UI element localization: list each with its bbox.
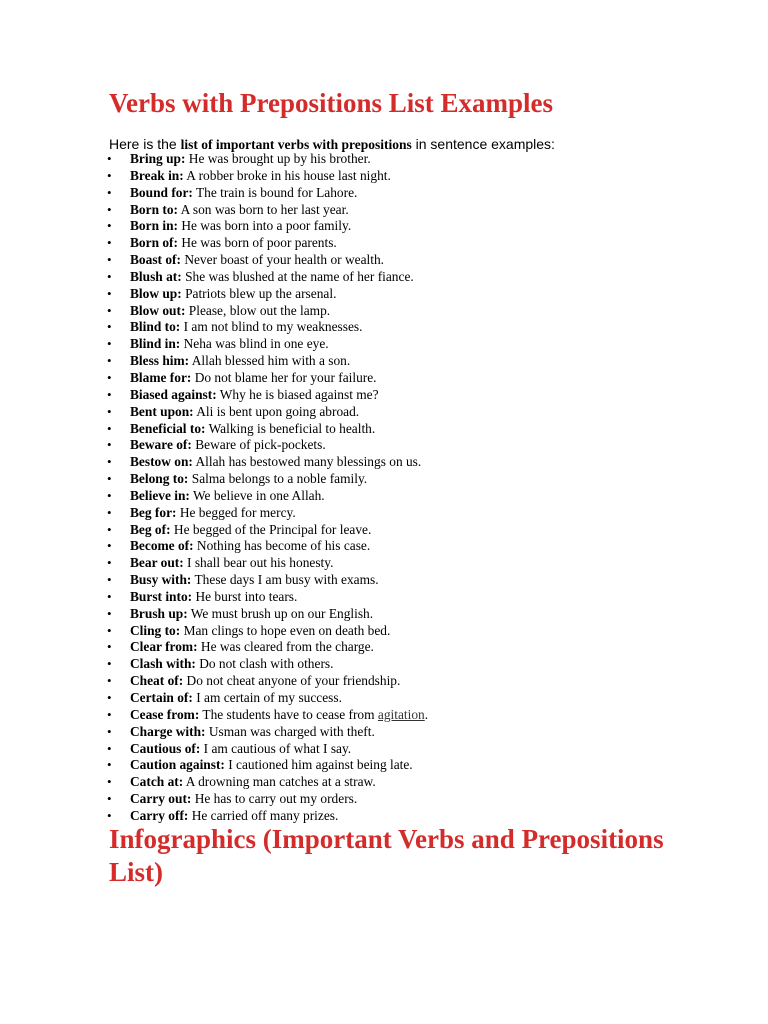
bullet-icon: •	[107, 706, 112, 722]
example-sentence: I am cautious of what I say.	[200, 740, 352, 756]
example-sentence: Man clings to hope even on death bed.	[180, 622, 391, 638]
verb-term: Bless him:	[130, 353, 190, 369]
bullet-icon: •	[107, 757, 112, 773]
example-sentence: I am certain of my success.	[192, 690, 342, 705]
intro-text-bold: list of important verbs with prepositions	[180, 137, 412, 152]
list-item	[0, 538, 428, 555]
example-sentence: He begged of the Principal for leave.	[170, 521, 372, 537]
bullet-icon: •	[107, 572, 112, 588]
bullet-icon: •	[107, 454, 112, 470]
verb-term: Bent upon:	[130, 403, 194, 419]
sentence-end: .	[424, 706, 429, 722]
example-sentence: Allah has bestowed many blessings on us.	[192, 454, 422, 470]
bullet-icon: •	[107, 504, 112, 520]
list-item	[0, 404, 428, 421]
bullet-icon: •	[107, 386, 112, 402]
verb-term: Certain of:	[130, 690, 193, 705]
example-sentence: He was born of poor parents.	[177, 235, 337, 251]
list-item	[0, 774, 428, 791]
list-item	[0, 741, 428, 758]
verb-term: Beg for:	[130, 504, 177, 520]
verb-term: Beneficial to:	[130, 420, 206, 436]
list-item	[0, 168, 428, 185]
bullet-icon: •	[107, 420, 112, 436]
bullet-icon: •	[107, 656, 112, 672]
verb-term: Blind in:	[130, 336, 181, 352]
infographics-heading: Infographics (Important Verbs and Prepositions List)	[109, 824, 664, 887]
list-item	[0, 639, 428, 656]
list-item	[0, 690, 428, 707]
bullet-icon: •	[107, 268, 112, 284]
bullet-icon: •	[107, 201, 112, 217]
verb-term: Biased against:	[130, 386, 217, 402]
list-item	[0, 724, 428, 741]
example-sentence: I cautioned him against being late.	[224, 757, 413, 773]
verb-term: Carry off:	[130, 807, 189, 823]
example-sentence: She was blushed at the name of her fiance.	[181, 268, 414, 284]
bullet-icon: •	[107, 690, 112, 705]
verb-term: Boast of:	[130, 252, 181, 268]
list-item	[0, 623, 428, 640]
list-item	[0, 505, 428, 522]
bullet-icon: •	[107, 740, 112, 756]
bullet-icon: •	[107, 555, 112, 571]
example-sentence: We must brush up on our English.	[187, 605, 374, 621]
verb-term: Blind to:	[130, 319, 181, 335]
verb-term: Believe in:	[130, 487, 190, 503]
list-item	[0, 319, 428, 336]
list-item	[0, 421, 428, 438]
list-item	[0, 269, 428, 286]
list-item	[0, 353, 428, 370]
example-sentence: A robber broke in his house last night.	[183, 167, 391, 183]
bullet-icon: •	[107, 639, 112, 655]
bullet-icon: •	[107, 252, 112, 268]
bullet-icon: •	[107, 471, 112, 487]
example-sentence: Allah blessed him with a son.	[189, 353, 351, 369]
list-item	[0, 387, 428, 404]
example-sentence: Why he is biased against me?	[216, 386, 379, 402]
list-item	[0, 707, 428, 724]
verb-term: Bring up:	[130, 151, 186, 166]
example-sentence: Beware of pick-pockets.	[191, 437, 326, 453]
bullet-icon: •	[107, 521, 112, 537]
inline-link[interactable]: agitation	[377, 706, 425, 722]
list-item	[0, 791, 428, 808]
list-item	[0, 488, 428, 505]
list-item	[0, 572, 428, 589]
example-sentence: Neha was blind in one eye.	[180, 336, 329, 352]
list-item	[0, 471, 428, 488]
bullet-icon: •	[107, 218, 112, 234]
example-sentence: I shall bear out his honesty.	[183, 555, 334, 571]
verb-term: Cautious of:	[130, 740, 201, 756]
list-item	[0, 303, 428, 320]
verb-term: Blow out:	[130, 302, 186, 318]
verb-term: Beware of:	[130, 437, 192, 453]
bullet-icon: •	[107, 151, 112, 166]
list-item	[0, 606, 428, 623]
list-item	[0, 202, 428, 219]
list-item	[0, 252, 428, 269]
bullet-icon: •	[107, 588, 112, 604]
list-item	[0, 336, 428, 353]
example-sentence: He was cleared from the charge.	[197, 639, 374, 655]
verb-term: Cease from:	[130, 706, 200, 722]
list-item	[0, 286, 428, 303]
list-item	[0, 370, 428, 387]
list-item	[0, 235, 428, 252]
verb-term: Born in:	[130, 218, 178, 234]
verb-term: Blow up:	[130, 285, 182, 301]
intro-text-after: in sentence examples:	[411, 136, 555, 152]
example-sentence: Please, blow out the lamp.	[185, 302, 331, 318]
list-item	[0, 673, 428, 690]
verb-term: Bound for:	[130, 184, 193, 200]
bullet-icon: •	[107, 774, 112, 790]
bullet-icon: •	[107, 319, 112, 335]
bullet-icon: •	[107, 723, 112, 739]
bullet-icon: •	[107, 167, 112, 183]
verb-term: Blush at:	[130, 268, 182, 284]
list-item	[0, 555, 428, 572]
list-item	[0, 454, 428, 471]
bullet-icon: •	[107, 791, 112, 807]
verb-term: Born to:	[130, 201, 178, 217]
verb-term: Catch at:	[130, 774, 184, 790]
list-item	[0, 656, 428, 673]
example-sentence: Do not clash with others.	[195, 656, 334, 672]
verb-term: Cling to:	[130, 622, 181, 638]
list-item	[0, 437, 428, 454]
example-sentence: He was brought up by his brother.	[185, 151, 371, 166]
verb-term: Cheat of:	[130, 673, 184, 689]
list-item	[0, 757, 428, 774]
example-sentence: A drowning man catches at a straw.	[183, 774, 376, 790]
list-item	[0, 185, 428, 202]
example-sentence: Patriots blew up the arsenal.	[181, 285, 337, 301]
bullet-icon: •	[107, 353, 112, 369]
example-sentence: I am not blind to my weaknesses.	[180, 319, 363, 335]
verb-term: Become of:	[130, 538, 194, 554]
verb-term: Carry out:	[130, 791, 192, 807]
verb-term: Belong to:	[130, 471, 189, 487]
example-sentence: Usman was charged with theft.	[205, 723, 375, 739]
bullet-icon: •	[107, 184, 112, 200]
verb-term: Bear out:	[130, 555, 184, 571]
verb-term: Brush up:	[130, 605, 188, 621]
verb-term: Busy with:	[130, 572, 192, 588]
verb-term: Beg of:	[130, 521, 171, 537]
verb-term: Clear from:	[130, 639, 198, 655]
verb-term: Born of:	[130, 235, 178, 251]
example-sentence: Do not blame her for your failure.	[191, 369, 377, 385]
verb-preposition-list	[0, 151, 428, 825]
verb-term: Bestow on:	[130, 454, 193, 470]
bullet-icon: •	[107, 437, 112, 453]
example-sentence: Nothing has become of his case.	[193, 538, 371, 554]
example-sentence: The train is bound for Lahore.	[192, 184, 358, 200]
example-sentence: Ali is bent upon going abroad.	[193, 403, 360, 419]
example-sentence: Do not cheat anyone of your friendship.	[183, 673, 401, 689]
bullet-icon: •	[107, 538, 112, 554]
list-item	[0, 151, 428, 168]
example-sentence: He was born into a poor family.	[178, 218, 352, 234]
list-item	[0, 218, 428, 235]
verb-term: Caution against:	[130, 757, 225, 773]
bullet-icon: •	[107, 369, 112, 385]
verb-term: Break in:	[130, 167, 184, 183]
example-sentence: A son was born to her last year.	[177, 201, 349, 217]
verb-term: Blame for:	[130, 369, 192, 385]
example-sentence: He carried off many prizes.	[188, 807, 339, 823]
bullet-icon: •	[107, 605, 112, 621]
bullet-icon: •	[107, 622, 112, 638]
example-sentence: He burst into tears.	[192, 588, 298, 604]
bullet-icon: •	[107, 235, 112, 251]
example-sentence: Salma belongs to a noble family.	[188, 471, 368, 487]
bullet-icon: •	[107, 302, 112, 318]
bullet-icon: •	[107, 487, 112, 503]
bullet-icon: •	[107, 673, 112, 689]
bullet-icon: •	[107, 336, 112, 352]
bullet-icon: •	[107, 403, 112, 419]
bullet-icon: •	[107, 285, 112, 301]
list-item	[0, 589, 428, 606]
verb-term: Clash with:	[130, 656, 196, 672]
example-sentence: Never boast of your health or wealth.	[180, 252, 384, 268]
example-sentence: We believe in one Allah.	[189, 487, 325, 503]
bullet-icon: •	[107, 807, 112, 823]
verb-term: Burst into:	[130, 588, 193, 604]
list-item	[0, 522, 428, 539]
verb-term: Charge with:	[130, 723, 206, 739]
example-sentence: He has to carry out my orders.	[191, 791, 358, 807]
intro-text-before: Here is the	[109, 136, 181, 152]
page-title: Verbs with Prepositions List Examples	[109, 88, 554, 118]
example-sentence: These days I am busy with exams.	[191, 572, 379, 588]
example-sentence: The students have to cease from	[199, 706, 378, 722]
example-sentence: He begged for mercy.	[176, 504, 296, 520]
example-sentence: Walking is beneficial to health.	[205, 420, 376, 436]
